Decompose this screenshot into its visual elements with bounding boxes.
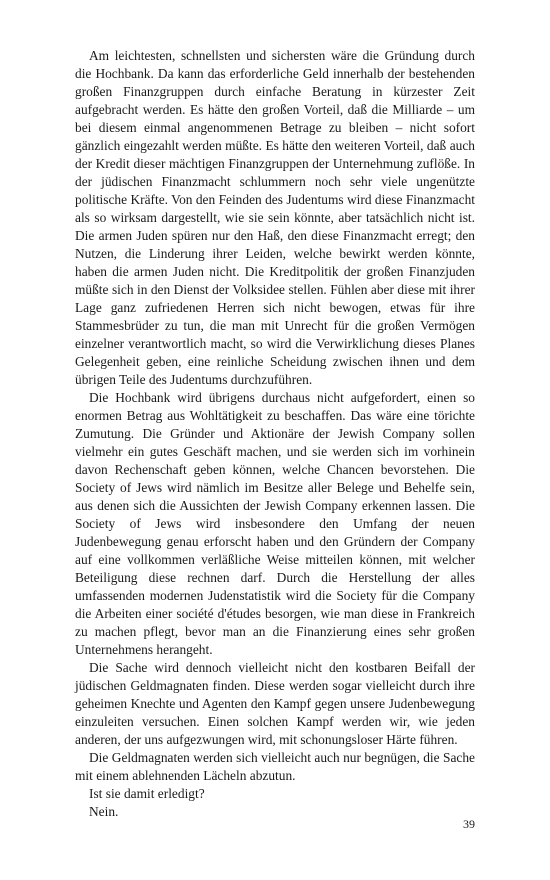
paragraph-charity-not-requested: Die Hochbank wird übrigens durchaus nicht aufgefordert, einen so enormen Betrag aus Wohltätigkeit zu beschaffen. Das wäre eine törichte Zumutung. Die Gründer und Aktionäre der Jewish Company sollen vielmehr ein gutes Geschäft machen, und sie werden sich im vorhinein davon Rechenschaft geben können, welche Chancen bevorstehen. Die Society of Jews wird nämlich im Besitze aller Belege und Behelfe sein, aus denen sich die Aussichten der Jewish Company erkennen lassen. Die Society of Jews wird insbesondere den Umfang der neuen Judenbewegung genau erforscht haben und den Gründern der Company auf eine vollkommen verläßliche Weise mitteilen können, mit welcher Beteiligung diese rechnen darf. Durch die Herstellung der alles umfassenden modernen Judenstatistik wird die Society für die Company die Arbeiten einer société d'études besorgen, wie man diese in Frankreich zu machen pflegt, bevor man an die Finanzierung eines sehr großen Unternehmens herangeht. [75, 390, 475, 657]
paragraph-hochbank-founding: Am leichtesten, schnellsten und sichersten wäre die Gründung durch die Hochbank. Da kann das erforderliche Geld innerhalb der bestehenden großen Finanzgruppen durch einfache Beratung in kürzester Zeit aufgebracht werden. Es hätte den großen Vorteil, daß die Milliarde – um bei diesem einmal angenommenen Betrage zu bleiben – nicht sofort gänzlich eingezahlt werden müßte. Es hätte den weiteren Vorteil, daß auch der Kredit dieser mächtigen Finanzgruppen der Unternehmung zuflöße. In der jüdischen Finanzmacht schlummern noch sehr viele ungenützte politische Kräfte. Von den Feinden des Judentums wird diese Finanzmacht als so wirksam dargestellt, wie sie sein könnte, aber tatsächlich nicht ist. Die armen Juden spüren nur den Haß, den diese Finanzmacht erregt; den Nutzen, die Linderung ihrer Leiden, welche bewirkt werden könnte, haben die armen Juden nicht. Die Kreditpolitik der großen Finanzjuden müßte sich in den Dienst der Volksidee stellen. Fühlen aber diese mit ihrer Lage ganz zufriedenen Herren sich nicht bewogen, etwas für ihre Stammesbrüder zu tun, die man mit Unrecht für die großen Vermögen einzelner verantwortlich macht, so wird die Verwirklichung dieses Planes Gelegenheit geben, eine reinliche Scheidung zwischen ihnen und dem übrigen Teile des Judentums durchzuführen. [75, 48, 475, 387]
paragraph-question: Ist sie damit erledigt? [89, 786, 205, 801]
paragraph-dismissive-smile: Die Geldmagnaten werden sich vielleicht auch nur begnügen, die Sache mit einem ablehnenden Lächeln abzutun. [75, 750, 475, 783]
page-number: 39 [463, 817, 475, 831]
paragraph-answer: Nein. [89, 804, 119, 819]
page-body [75, 47, 475, 821]
paragraph-money-magnates-opposition: Die Sache wird dennoch vielleicht nicht den kostbaren Beifall der jüdischen Geldmagnaten finden. Diese werden sogar vielleicht durch ihre geheimen Knechte und Agenten den Kampf gegen unsere Judenbewegung einzuleiten versuchen. Einen solchen Kampf werden wir, wie jeden anderen, der uns aufgezwungen wird, mit schonungsloser Härte führen. [75, 660, 475, 747]
